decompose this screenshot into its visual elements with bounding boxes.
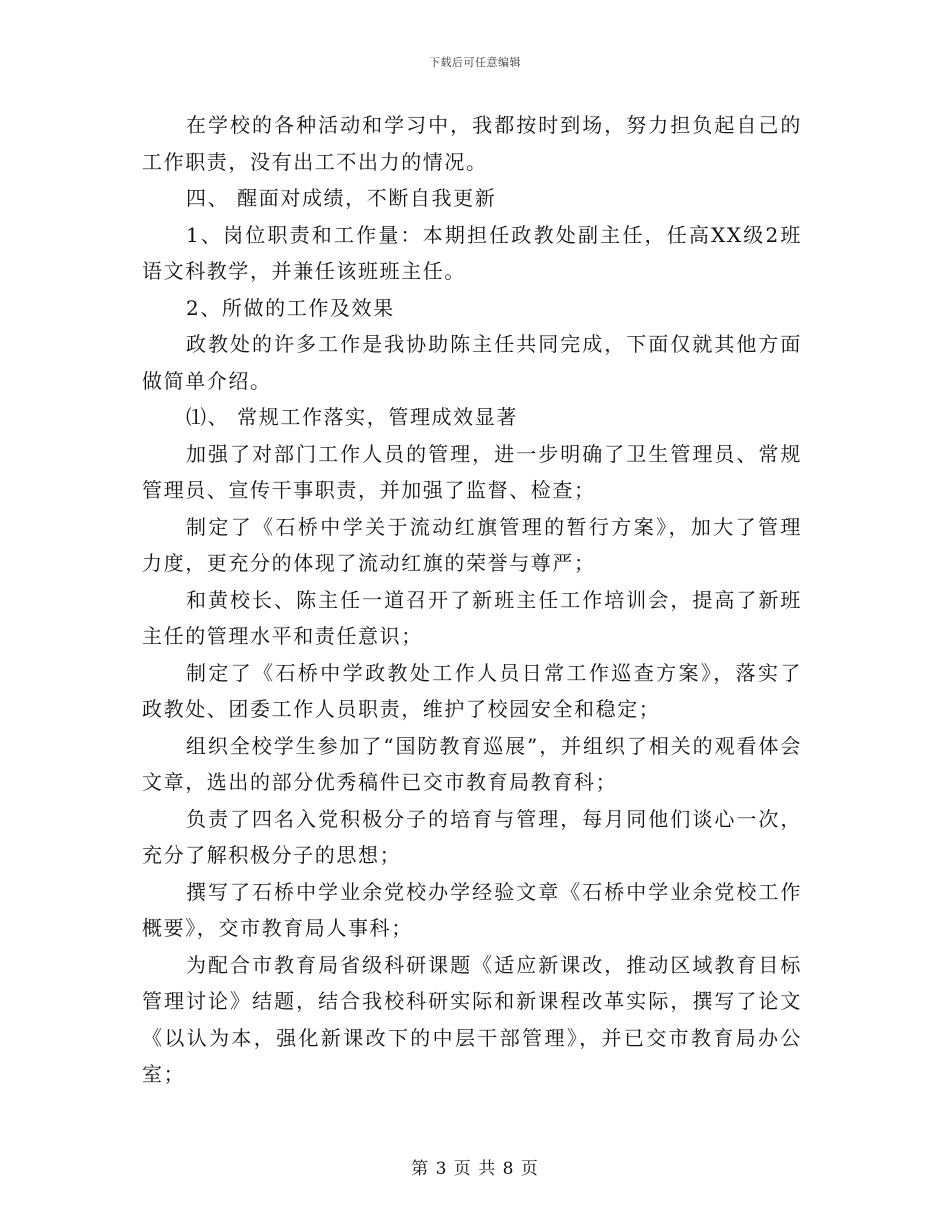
paragraph: 在学校的各种活动和学习中，我都按时到场，努力担负起自己的工作职责，没有出工不出力的情况。: [142, 113, 802, 174]
section-heading: 四、 醒面对成绩，不断自我更新: [186, 186, 497, 210]
paragraph: 制定了《石桥中学政教处工作人员日常工作巡查方案》，落实了政教处、团委工作人员职责，维护了校园安全和稳定；: [142, 660, 802, 721]
paragraph: 1、岗位职责和工作量：本期担任政教处副主任，任高XX级2班语文科教学，并兼任该班班主任。: [142, 222, 802, 283]
paragraph: 撰写了石桥中学业余党校办学经验文章《石桥中学业余党校工作概要》，交市教育局人事科；: [142, 879, 802, 940]
paragraph: 为配合市教育局省级科研课题《适应新课改，推动区域教育目标管理讨论》结题，结合我校科研实际和新课程改革实际，撰写了论文《以认为本，强化新课改下的中层干部管理》，并已交市教育局办公室；: [142, 952, 802, 1086]
subsection-heading: 2、所做的工作及效果: [186, 295, 395, 320]
page-header-note: 下载后可任意编辑: [429, 56, 521, 69]
paragraph: 负责了四名入党积极分子的培育与管理，每月同他们谈心一次，充分了解积极分子的思想；: [142, 806, 802, 867]
paragraph: 制定了《石桥中学关于流动红旗管理的暂行方案》，加大了管理力度，更充分的体现了流动红旗的荣誉与尊严；: [142, 514, 802, 575]
paragraph: 组织全校学生参加了“国防教育巡展”，并组织了相关的观看体会文章，选出的部分优秀稿件已交市教育局教育科；: [142, 733, 802, 794]
paragraph: 政教处的许多工作是我协助陈主任共同完成，下面仅就其他方面做简单介绍。: [142, 332, 802, 393]
page-number-footer: 第 3 页 共 8 页: [411, 1159, 539, 1179]
paragraph: 加强了对部门工作人员的管理，进一步明确了卫生管理员、常规管理员、宣传干事职责，并加强了监督、检查；: [142, 441, 802, 502]
document-body: [142, 107, 802, 1093]
subsection-heading: ⑴、 常规工作落实，管理成效显著: [186, 405, 518, 429]
paragraph: 和黄校长、陈主任一道召开了新班主任工作培训会，提高了新班主任的管理水平和责任意识；: [142, 587, 802, 648]
